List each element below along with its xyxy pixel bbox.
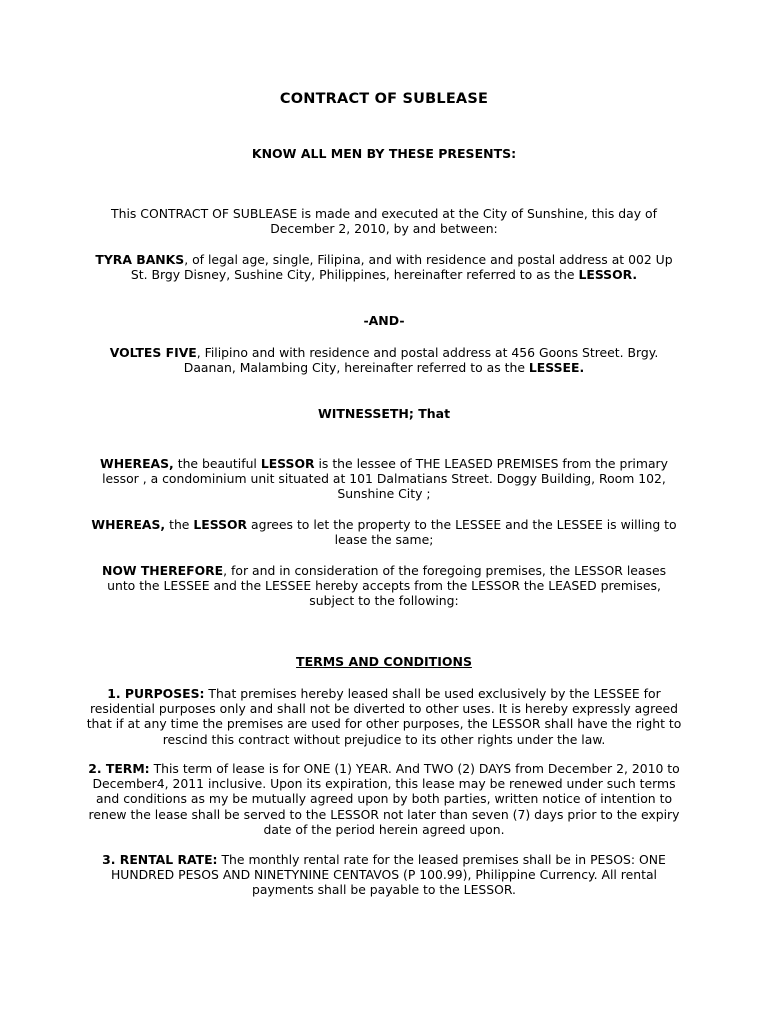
clause-heading: 1. PURPOSES: [107, 686, 205, 701]
now-therefore-text: , for and in consideration of the foregoing premises, the LESSOR leases unto the LESSEE and the LESSEE hereby accepts from the LESSOR the LEASED premises, subject to the following: [107, 563, 667, 609]
lessor-role: LESSOR. [578, 267, 638, 283]
document-subtitle: KNOW ALL MEN BY THESE PRESENTS: [251, 146, 517, 161]
whereas-2-text-b: agrees to let the property to the LESSEE and the LESSEE is willing to lease the same; [247, 517, 677, 548]
clause-heading: 2. TERM: [88, 761, 150, 776]
and-separator: -AND- [363, 313, 405, 328]
clause-text: The monthly rental rate for the leased premises shall be in PESOS: ONE HUNDRED PESOS AND NINETYNINE CENTAVOS (P 100.99), Philippine Currency. All rental payments shall be payable to the LESSOR. [110, 852, 666, 898]
witnesseth-heading: WITNESSETH; That [317, 406, 451, 421]
whereas-2-text-a: the [165, 517, 194, 532]
now-therefore-paragraph [86, 563, 682, 609]
whereas-paragraph-1 [86, 456, 682, 502]
clause-rental-rate [86, 852, 682, 898]
whereas-1-text-a: the beautiful [173, 456, 261, 471]
whereas-2-lessor: LESSOR [193, 517, 248, 532]
lessor-name: TYRA BANKS [95, 252, 185, 267]
now-therefore-lead: NOW THEREFORE [101, 563, 224, 578]
clause-purposes [86, 686, 682, 747]
lessor-paragraph [86, 252, 682, 282]
terms-heading: TERMS AND CONDITIONS [296, 654, 472, 669]
intro-paragraph: This CONTRACT OF SUBLEASE is made and executed at the City of Sunshine, this day of December 2, 2010, by and between: [111, 206, 657, 237]
lessee-role: LESSEE. [528, 360, 585, 376]
lessee-details: , Filipino and with residence and postal address at 456 Goons Street. Brgy. Daanan, Malambing City, hereinafter referred to as the [183, 345, 659, 376]
whereas-2-lead: WHEREAS, [91, 517, 166, 532]
lessee-name: VOLTES FIVE [109, 345, 197, 360]
whereas-1-lessor: LESSOR [260, 456, 315, 471]
whereas-1-lead: WHEREAS, [100, 456, 174, 471]
document-title: CONTRACT OF SUBLEASE [279, 91, 489, 107]
clause-heading: 3. RENTAL RATE: [102, 852, 218, 867]
lessor-details: , of legal age, single, Filipina, and with residence and postal address at 002 Up St. Brgy Disney, Sushine City, Philippines, hereinafter referred to as the [130, 252, 673, 283]
whereas-1-text-b: is the lessee of THE LEASED PREMISES from the primary lessor , a condominium unit situated at 101 Dalmatians Street. Doggy Building, Room 102, Sunshine City ; [102, 456, 668, 502]
whereas-paragraph-2 [86, 517, 682, 547]
clause-text: That premises hereby leased shall be used exclusively by the LESSEE for residential purposes only and shall not be diverted to other uses. It is hereby expressly agreed that if at any time the premises are used for other purposes, the LESSOR shall have the right to rescind this contract without prejudice to its other rights under the law. [86, 686, 682, 747]
clause-term [86, 761, 682, 837]
lessee-paragraph [86, 345, 682, 375]
clause-text: This term of lease is for ONE (1) YEAR. And TWO (2) DAYS from December 2, 2010 to December4, 2011 inclusive. Upon its expiration, this lease may be renewed under such terms and conditions as my be mutually agreed upon by both parties, written notice of intention to renew the lease shall be served to the LESSOR not later than seven (7) days prior to the expiry date of the period herein agreed upon. [88, 761, 680, 837]
